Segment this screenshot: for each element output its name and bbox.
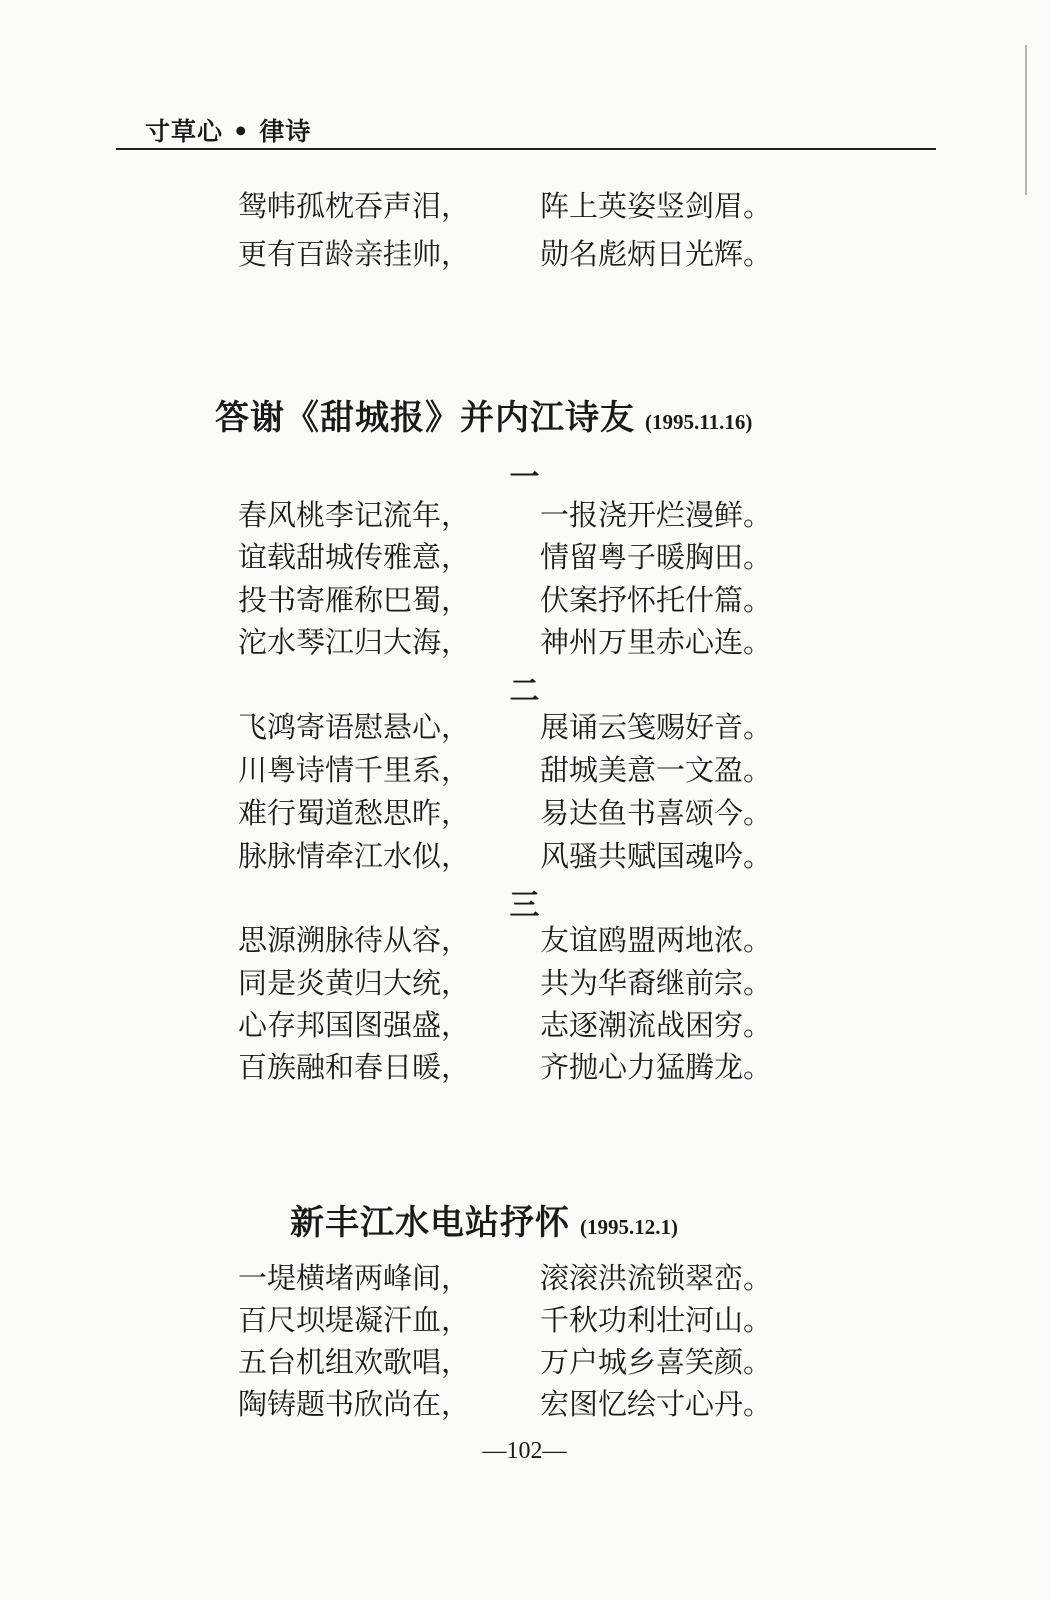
page-number: —102—	[482, 1438, 567, 1464]
verse-left: 思源溯脉待从容，	[238, 923, 471, 957]
poem-title-text: 新丰江水电站抒怀	[290, 1203, 570, 1243]
verse-left: 百尺坝堤凝汗血，	[238, 1303, 471, 1337]
verse-left: 五台机组欢歌唱，	[238, 1345, 471, 1379]
verse-right: 风骚共赋国魂吟。	[540, 839, 773, 873]
verse-left: 更有百龄亲挂帅，	[238, 237, 471, 271]
verse-right: 滚滚洪流锁翠峦。	[540, 1261, 773, 1295]
verse-left: 难行蜀道愁思昨，	[238, 796, 471, 830]
verse-right: 齐抛心力猛腾龙。	[540, 1050, 773, 1084]
verse-left: 春风桃李记流年，	[238, 498, 471, 532]
section-number: 三	[509, 888, 540, 923]
verse-right: 易达鱼书喜颂今。	[540, 796, 773, 830]
verse-left: 川粤诗情千里系，	[238, 753, 471, 787]
running-header: 寸草心 • 律诗	[145, 117, 312, 146]
verse-left: 谊载甜城传雅意，	[238, 540, 471, 574]
verse-left: 脉脉情牵江水似，	[238, 839, 471, 873]
verse-right: 一报浇开烂漫鲜。	[540, 498, 773, 532]
poem-title	[290, 1195, 678, 1244]
verse-right: 万户城乡喜笑颜。	[540, 1345, 773, 1379]
verse-right: 志逐潮流战困穷。	[540, 1008, 773, 1042]
poem-date: (1995.12.1)	[580, 1215, 678, 1239]
verse-right: 神州万里赤心连。	[540, 625, 773, 659]
verse-left: 飞鸿寄语慰悬心，	[238, 710, 471, 744]
verse-left: 沱水琴江归大海，	[238, 625, 471, 659]
section-number: 一	[509, 460, 540, 495]
verse-left: 心存邦国图强盛，	[238, 1008, 471, 1042]
verse-left: 百族融和春日暖，	[238, 1050, 471, 1084]
header-rule	[116, 148, 936, 150]
verse-right: 甜城美意一文盈。	[540, 753, 773, 787]
verse-left: 同是炎黄归大统，	[238, 966, 471, 1000]
poem-title	[215, 390, 752, 439]
poem-date: (1995.11.16)	[645, 410, 753, 434]
verse-right: 千秋功利壮河山。	[540, 1303, 773, 1337]
verse-right: 宏图忆绘寸心丹。	[540, 1387, 773, 1421]
verse-right: 友谊鸥盟两地浓。	[540, 923, 773, 957]
verse-right: 勋名彪炳日光辉。	[540, 237, 773, 271]
verse-right: 展诵云笺赐好音。	[540, 710, 773, 744]
scan-edge	[1025, 45, 1027, 195]
section-number: 二	[509, 674, 540, 709]
poem-title-text: 答谢《甜城报》并内江诗友	[215, 398, 635, 438]
verse-right: 伏案抒怀托什篇。	[540, 583, 773, 617]
verse-right: 情留粤子暖胸田。	[540, 540, 773, 574]
verse-left: 鸳帏孤枕吞声泪，	[238, 189, 471, 223]
verse-left: 投书寄雁称巴蜀，	[238, 583, 471, 617]
verse-right: 共为华裔继前宗。	[540, 966, 773, 1000]
verse-right: 阵上英姿竖剑眉。	[540, 189, 773, 223]
verse-left: 陶铸题书欣尚在，	[238, 1387, 471, 1421]
verse-left: 一堤横堵两峰间，	[238, 1261, 471, 1295]
